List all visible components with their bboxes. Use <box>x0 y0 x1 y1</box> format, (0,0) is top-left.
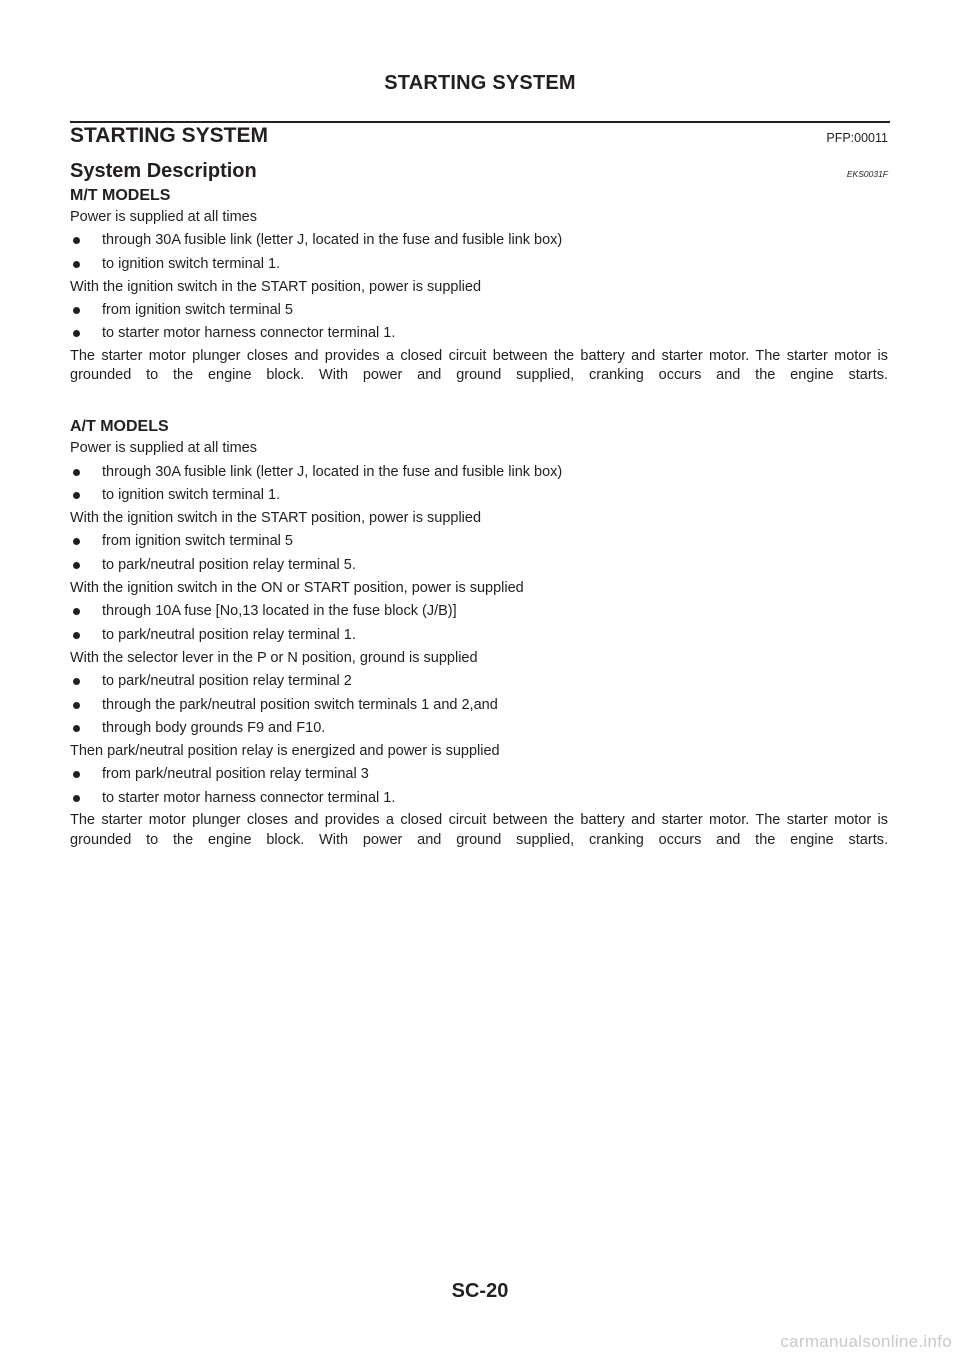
list-item-text: through the park/neutral position switch terminals 1 and 2,and <box>102 696 498 713</box>
paragraph: Then park/neutral position relay is energized and power is supplied <box>70 743 500 760</box>
subsection-code: EKS0031F <box>846 169 888 179</box>
bullet-icon <box>73 771 80 778</box>
at-models-title: A/T MODELS <box>70 418 169 436</box>
list-item-text: to park/neutral position relay terminal 1. <box>102 626 356 643</box>
paragraph: Power is supplied at all times <box>70 440 257 457</box>
list-item <box>70 763 888 786</box>
list-item-text: to park/neutral position relay terminal 5. <box>102 556 356 573</box>
list-item <box>70 299 888 322</box>
list-item <box>70 787 888 810</box>
bullet-icon <box>73 678 80 685</box>
list-item <box>70 670 888 693</box>
list-item-text: through 30A fusible link (letter J, located in the fuse and fusible link box) <box>102 463 563 480</box>
list-item-text: through body grounds F9 and F10. <box>102 719 326 736</box>
paragraph: With the selector lever in the P or N position, ground is supplied <box>70 649 478 666</box>
bullet-icon <box>73 538 80 545</box>
list-item-text: through 10A fuse [No,13 located in the fuse block (J/B)] <box>102 603 457 620</box>
bullet-icon <box>73 261 80 268</box>
list-item-text: through 30A fusible link (letter J, located in the fuse and fusible link box) <box>102 232 563 249</box>
list-item <box>70 229 888 252</box>
page-number: SC-20 <box>451 1280 509 1302</box>
list-item-text: from ignition switch terminal 5 <box>102 302 293 319</box>
bullet-icon <box>73 725 80 732</box>
paragraph: With the ignition switch in the START position, power is supplied <box>70 278 482 295</box>
header-rule <box>70 121 890 123</box>
list-item-text: to starter motor harness connector terminal 1. <box>102 789 396 806</box>
page-content <box>70 124 888 874</box>
list-item-text: from park/neutral position relay terminal 3 <box>102 766 369 783</box>
list-item-text: to park/neutral position relay terminal 2 <box>102 673 352 690</box>
paragraph: With the ignition switch in the ON or START position, power is supplied <box>70 580 524 597</box>
section-title: STARTING SYSTEM <box>70 124 268 147</box>
section-code: PFP:00011 <box>826 131 888 145</box>
bullet-icon <box>73 562 80 569</box>
list-item-text: from ignition switch terminal 5 <box>102 533 293 550</box>
list-item <box>70 461 888 484</box>
bullet-icon <box>73 330 80 337</box>
paragraph-justified: The starter motor plunger closes and provides a closed circuit between the battery and starter motor. The starter motor is grounded to the engine block. With power and ground supplied, cranking occurs and the engine starts. <box>70 812 888 848</box>
bullet-icon <box>73 702 80 709</box>
paragraph: Power is supplied at all times <box>70 209 257 225</box>
bullet-icon <box>73 469 80 476</box>
subsection-heading-row <box>70 160 888 186</box>
bullet-icon <box>73 307 80 314</box>
section-heading-row <box>70 124 888 154</box>
list-item <box>70 484 888 507</box>
subsection-title: System Description <box>70 160 257 182</box>
list-item <box>70 322 888 345</box>
list-item-text: to ignition switch terminal 1. <box>102 486 281 503</box>
list-item-text: to starter motor harness connector terminal 1. <box>102 325 396 342</box>
watermark: carmanualsonline.info <box>780 1332 952 1351</box>
list-item <box>70 530 888 553</box>
bullet-icon <box>73 795 80 802</box>
bullet-icon <box>73 237 80 244</box>
list-item <box>70 554 888 577</box>
paragraph: With the ignition switch in the START position, power is supplied <box>70 510 482 527</box>
mt-models-title: M/T MODELS <box>70 187 171 204</box>
list-item <box>70 624 888 647</box>
list-item <box>70 717 888 740</box>
list-item <box>70 600 888 623</box>
bullet-icon <box>73 608 80 615</box>
bullet-icon <box>73 632 80 639</box>
list-item-text: to ignition switch terminal 1. <box>102 255 281 272</box>
bullet-icon <box>73 492 80 499</box>
running-header: STARTING SYSTEM <box>384 72 576 94</box>
list-item <box>70 253 888 276</box>
paragraph-justified: The starter motor plunger closes and provides a closed circuit between the battery and starter motor. The starter motor is grounded to the engine block. With power and ground supplied, cranking occurs and the engine starts. <box>70 347 888 384</box>
list-item <box>70 694 888 717</box>
